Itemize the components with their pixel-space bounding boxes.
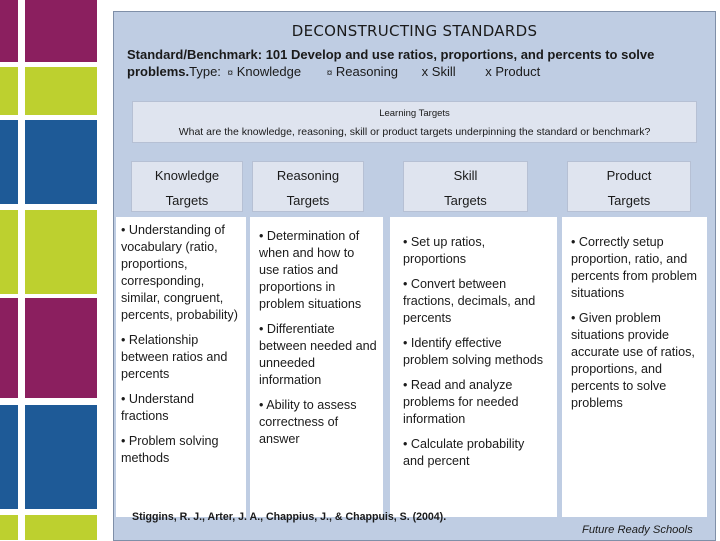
list-item: • Convert between fractions, decimals, and percents xyxy=(403,277,536,325)
list-item: • Understanding of vocabulary (ratio, proportions, corresponding, similar, congruent, percents, probability) xyxy=(121,223,238,322)
list-item: • Identify effective problem solving methods xyxy=(403,336,544,367)
type-product-mark: x xyxy=(485,64,492,79)
header-reasoning xyxy=(252,161,364,212)
deco-blue-2 xyxy=(25,120,97,204)
header-product xyxy=(567,161,691,212)
header-knowledge xyxy=(131,161,243,212)
header-knowledge-sub: Targets xyxy=(165,193,209,208)
column-reasoning xyxy=(250,217,383,517)
list-item: • Set up ratios, proportions xyxy=(403,235,486,266)
deco-purple-mid-2 xyxy=(25,298,97,398)
list-item: • Calculate probability and percent xyxy=(403,437,525,468)
deco-blue-1 xyxy=(0,120,18,204)
deco-lime-2 xyxy=(25,67,97,115)
type-knowledge: Knowledge xyxy=(236,64,302,79)
standard-statement xyxy=(127,46,707,82)
list-item: • Relationship between ratios and percents xyxy=(121,333,228,381)
deco-purple-top-large xyxy=(25,0,97,62)
deco-lime-6 xyxy=(25,515,97,540)
deco-blue-4 xyxy=(25,405,97,509)
list-item: • Understand fractions xyxy=(121,392,195,423)
type-reasoning: Reasoning xyxy=(335,64,399,79)
brand-footer: Future Ready Schools xyxy=(582,524,693,536)
deco-lime-4 xyxy=(25,210,97,294)
list-item: • Read and analyze problems for needed information xyxy=(403,378,519,426)
list-item: • Given problem situations provide accurate use of ratios, proportions, and percents to solve problems xyxy=(571,311,695,410)
column-knowledge xyxy=(116,217,246,517)
type-label: Type: xyxy=(189,64,221,79)
type-reasoning-mark: ¤ xyxy=(326,68,333,79)
deco-purple-top xyxy=(0,0,18,62)
list-item: • Correctly setup proportion, ratio, and percents from problem situations xyxy=(571,235,697,300)
learning-targets-question: What are the knowledge, reasoning, skill or product targets underpinning the standard or benchmark? xyxy=(178,126,651,138)
header-reasoning-name: Reasoning xyxy=(276,168,340,183)
type-skill: Skill xyxy=(431,64,456,79)
deco-purple-mid-1 xyxy=(0,298,18,398)
deco-blue-3 xyxy=(0,405,18,509)
list-item: • Ability to assess correctness of answer xyxy=(259,398,357,446)
header-knowledge-name: Knowledge xyxy=(154,168,220,183)
type-knowledge-mark: ¤ xyxy=(227,68,234,79)
header-skill-sub: Targets xyxy=(444,193,487,208)
deco-lime-3 xyxy=(0,210,18,294)
citation: Stiggins, R. J., Arter, J. A., Chappius, J., & Chappuis, S. (2004). xyxy=(132,511,447,523)
list-item: • Determination of when and how to use ratios and proportions in problem situations xyxy=(259,229,362,311)
column-skill xyxy=(390,217,557,517)
learning-targets-box xyxy=(132,101,697,143)
header-skill-name: Skill xyxy=(453,168,478,183)
header-skill xyxy=(403,161,528,212)
header-product-sub: Targets xyxy=(607,193,651,208)
learning-targets-title: Learning Targets xyxy=(379,108,450,119)
standards-panel xyxy=(113,11,716,541)
header-product-name: Product xyxy=(606,168,652,183)
header-reasoning-sub: Targets xyxy=(286,193,330,208)
list-item: • Differentiate between needed and unneeded information xyxy=(259,322,377,387)
type-product: Product xyxy=(495,64,541,79)
type-skill-mark: x xyxy=(421,64,429,79)
deco-lime-1 xyxy=(0,67,18,115)
standard-label: Standard/Benchmark: 101 Develop and use ratios, proportions, and percents to solve problems. xyxy=(127,47,655,79)
page-title: DECONSTRUCTING STANDARDS xyxy=(291,22,538,40)
deco-lime-5 xyxy=(0,515,18,540)
list-item: • Problem solving methods xyxy=(121,434,219,465)
column-product xyxy=(562,217,707,517)
